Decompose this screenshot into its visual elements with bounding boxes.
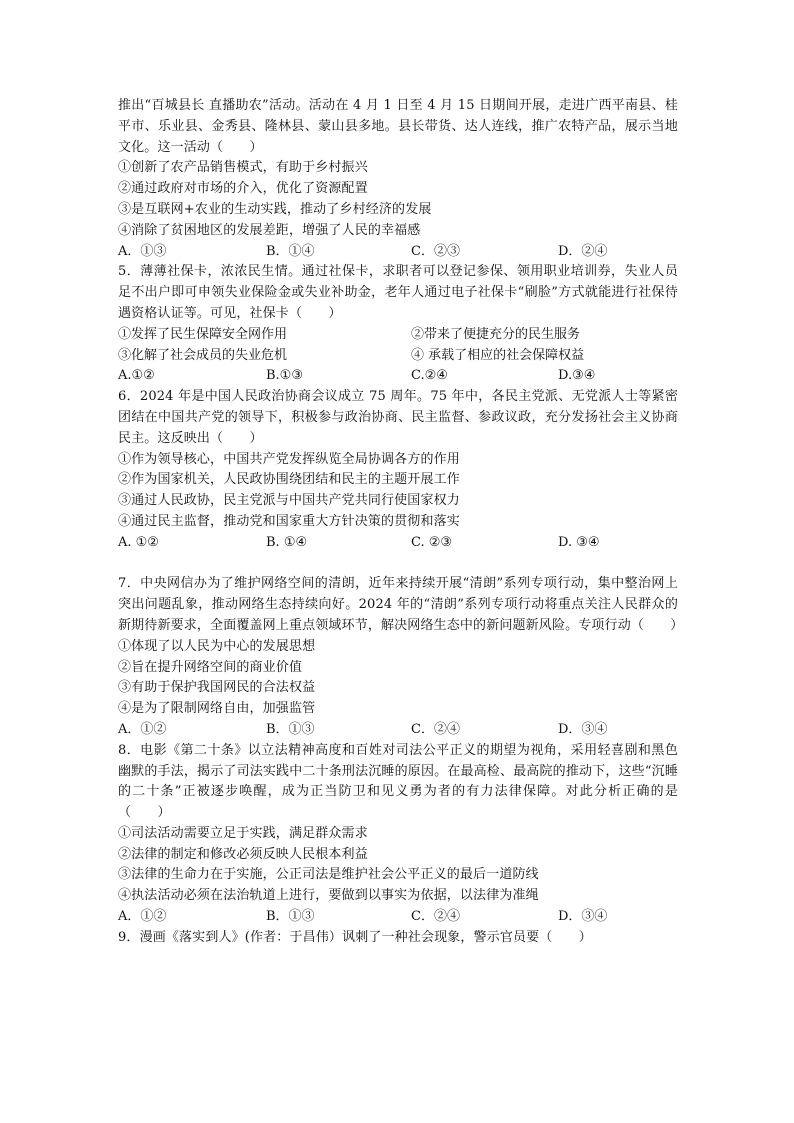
choice-c: C．②③ [411,243,460,259]
answer-choices [118,366,678,387]
option-row [118,346,678,367]
spacer [118,554,678,575]
option-3: ③化解了社会成员的失业危机 [118,347,288,363]
option-4: ④通过民主监督，推动党和国家重大方针决策的贯彻和落实 [118,513,460,529]
question-9 [118,928,678,949]
choice-b: B．①④ [266,243,315,259]
choice-c: C．②④ [411,909,460,925]
option-2: ②带来了便捷充分的民生服务 [411,326,581,342]
answer-choices [118,907,678,928]
question-4 [118,96,678,262]
choice-d: D．③④ [558,909,608,925]
option-2: ②法律的制定和修改必须反映人民根本利益 [118,846,368,862]
question-stem: 8．电影《第二十条》以立法精神高度和百姓对司法公平正义的期望为视角，采用轻喜剧和黑色幽默的手法，揭示了司法实践中二十条刑法沉睡的原因。在最高检、最高院的推动下，这些“沉睡的二十条”正被逐步唤醒，成为正当防卫和见义勇为者的有力法律保障。对此分析正确的是（ ） [118,742,678,821]
option-1: ①体现了以人民为中心的发展思想 [118,638,316,654]
question-stem: 7．中央网信办为了维护网络空间的清朗，近年来持续开展“清朗”系列专项行动，集中整治网上突出问题乱象，推动网络生态持续向好。2024 年的“清朗”系列专项行动将重点关注人民群众的新期待新要求，全面覆盖网上重点领域环节，解决网络生态中的新问题新风险。专项行动（ ） [118,576,684,633]
option-2: ②旨在提升网络空间的商业价值 [118,659,303,675]
choice-a: A. ①② [118,534,159,550]
exam-page [118,96,684,949]
question-6 [118,387,678,553]
choice-b: B．①③ [266,909,315,925]
option-3: ③通过人民政协，民主党派与中国共产党共同行使国家权力 [118,493,460,509]
choice-d: D．③④ [558,721,608,737]
question-stem: 5．薄薄社保卡，浓浓民生情。通过社保卡，求职者可以登记参保、领用职业培训券，失业人员足不出户即可申领失业保险金或失业补助金，老年人通过电子社保卡“刷脸”方式就能进行社保待遇资格认证等。可见，社保卡（ ） [118,264,678,321]
question-stem: 推出“百城县长 直播助农”活动。活动在 4 月 1 日至 4 月 15 日期间开展，走进广西平南县、桂平市、乐业县、金秀县、隆林县、蒙山县多地。县长带货、达人连线，推广农特产品，展示当地文化。这一活动（ ） [118,98,678,155]
option-3: ③法律的生命力在于实施，公正司法是维护社会公平正义的最后一道防线 [118,867,539,883]
answer-choices [118,242,678,263]
choice-a: A．①③ [118,243,167,259]
option-1: ①发挥了民生保障安全网作用 [118,326,288,342]
choice-c: C. ②③ [411,534,453,550]
choice-c: C.②④ [411,368,448,384]
option-row [118,325,678,346]
option-3: ③是互联网+农业的生动实践，推动了乡村经济的发展 [118,201,432,217]
question-stem: 9．漫画《落实到人》(作者：于昌伟）讽刺了一种社会现象，警示官员要（ ） [118,929,592,945]
answer-choices [118,720,678,741]
option-4: ④消除了贫困地区的发展差距，增强了人民的幸福感 [118,222,421,238]
option-2: ②作为国家机关，人民政协围绕团结和民主的主题开展工作 [118,472,460,488]
choice-a: A．①② [118,909,167,925]
option-2: ②通过政府对市场的介入，优化了资源配置 [118,181,368,197]
question-stem: 6．2024 年是中国人民政治协商会议成立 75 周年。75 年中，各民主党派、无党派人士等紧密团结在中国共产党的领导下，积极参与政治协商、民主监督、参政议政，充分发扬社会主义协商民主。这反映出（ ） [118,389,678,446]
choice-d: D. ③④ [558,534,600,550]
choice-a: A．①② [118,721,167,737]
choice-d: D．②④ [558,243,608,259]
choice-b: B.①③ [266,368,303,384]
question-5 [118,262,678,387]
option-4: ④执法活动必须在法治轨道上进行，要做到以事实为依据，以法律为准绳 [118,888,539,904]
choice-b: B．①③ [266,721,315,737]
option-1: ①创新了农产品销售模式，有助于乡村振兴 [118,160,368,176]
option-4: ④ 承载了相应的社会保障权益 [411,347,585,363]
question-7 [118,574,684,740]
answer-choices [118,533,678,554]
option-3: ③有助于保护我国网民的合法权益 [118,680,316,696]
choice-a: A.①② [118,368,155,384]
choice-c: C．②④ [411,721,460,737]
option-1: ①司法活动需要立足于实践，满足群众需求 [118,825,368,841]
question-8 [118,741,678,928]
option-1: ①作为领导核心，中国共产党发挥纵览全局协调各方的作用 [118,451,460,467]
choice-b: B. ①④ [266,534,308,550]
choice-d: D.③④ [558,368,596,384]
option-4: ④是为了限制网络自由，加强监管 [118,701,316,717]
